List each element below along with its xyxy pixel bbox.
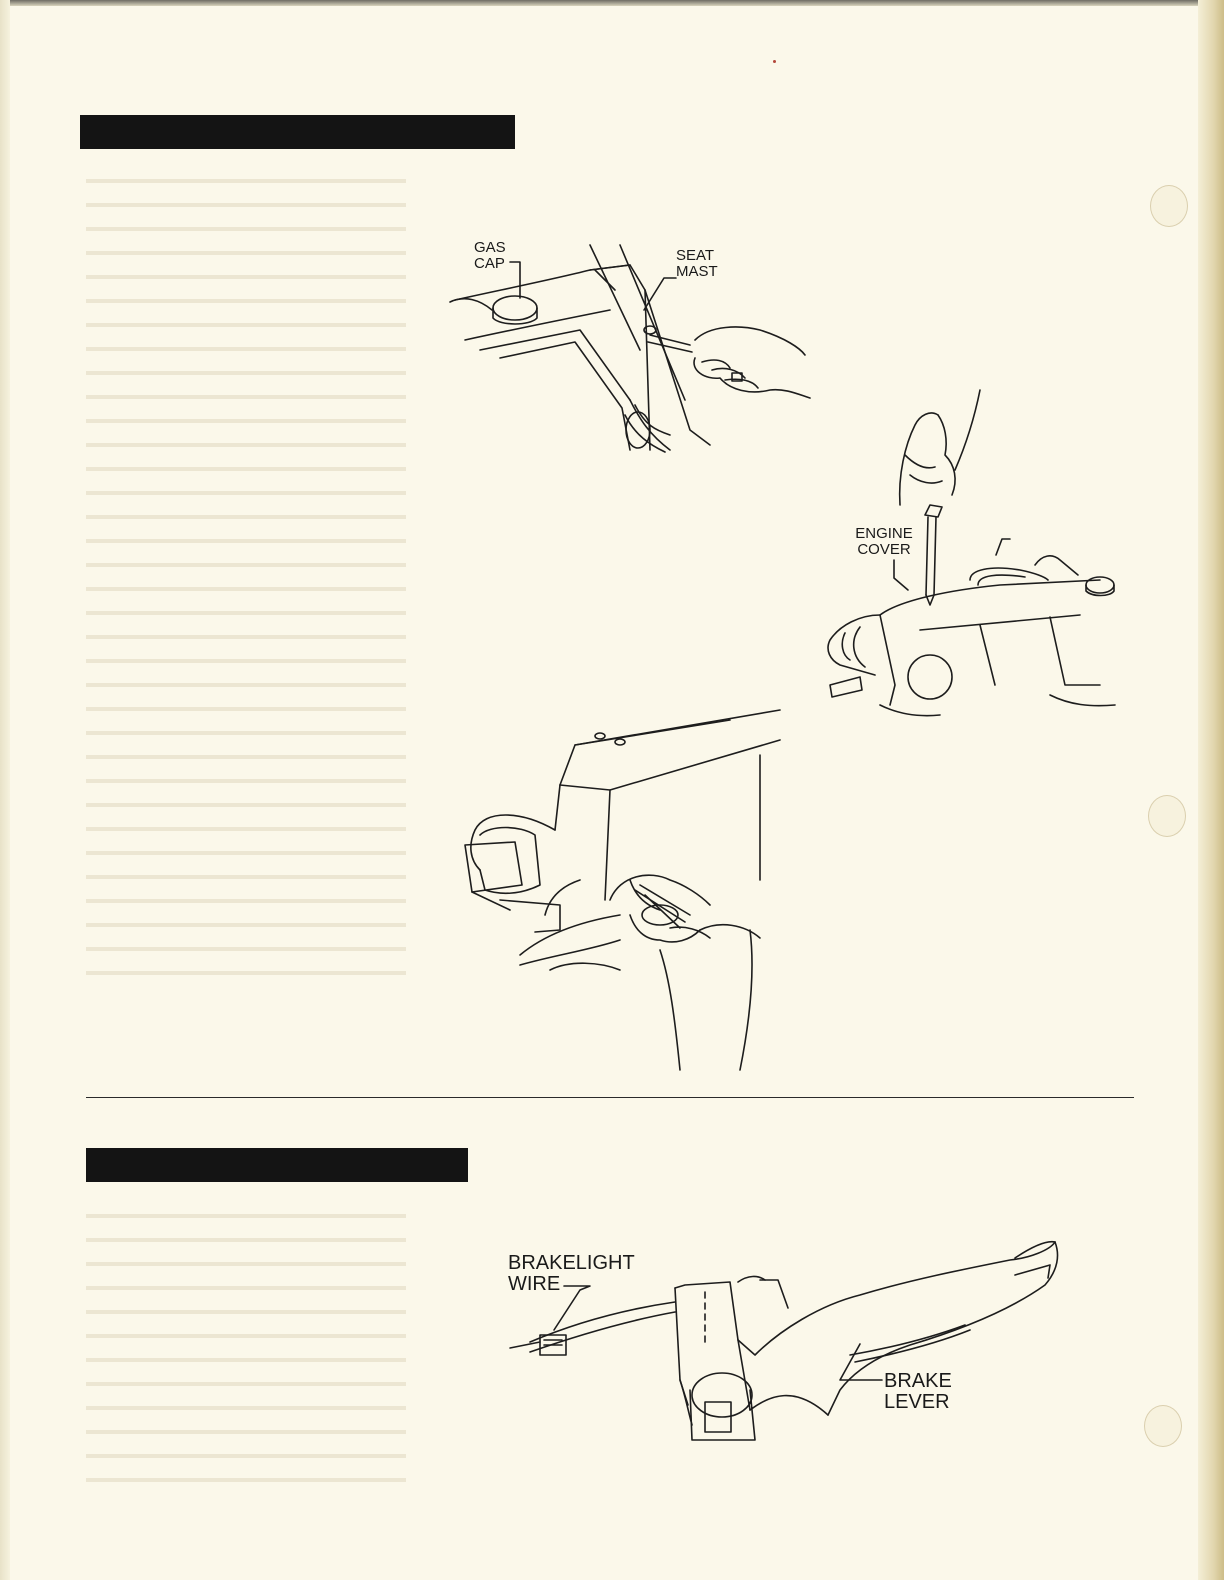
binder-hole-middle [1148, 795, 1186, 837]
brakelight-wire-leader-line [540, 1270, 600, 1340]
page-right-edge [1198, 0, 1224, 1580]
binder-hole-bottom [1144, 1405, 1182, 1447]
gas-cap-leader-line [500, 250, 530, 310]
section-2-header-bar [86, 1148, 468, 1182]
binder-hole-top [1150, 185, 1188, 227]
lift-lever-leader-line [990, 525, 1030, 575]
page-top-edge [0, 0, 1224, 6]
section-divider [86, 1097, 1134, 1098]
page-left-edge [0, 0, 10, 1580]
wiring-illustration [460, 700, 780, 1080]
label-gas-cap: GAS CAP [474, 239, 506, 272]
engine-cover-leader-line [880, 558, 920, 598]
brake-lever-leader-line [832, 1340, 892, 1390]
seat-mast-leader-line [640, 260, 680, 320]
label-brakelight-wire: BRAKELIGHT WIRE [508, 1252, 635, 1295]
label-seat-mast: SEAT MAST [676, 247, 718, 280]
section-1-header-bar [80, 115, 515, 149]
label-brake-lever: BRAKE LEVER [884, 1370, 952, 1413]
label-engine-cover: ENGINE COVER [855, 525, 913, 558]
ink-speck [773, 60, 776, 63]
